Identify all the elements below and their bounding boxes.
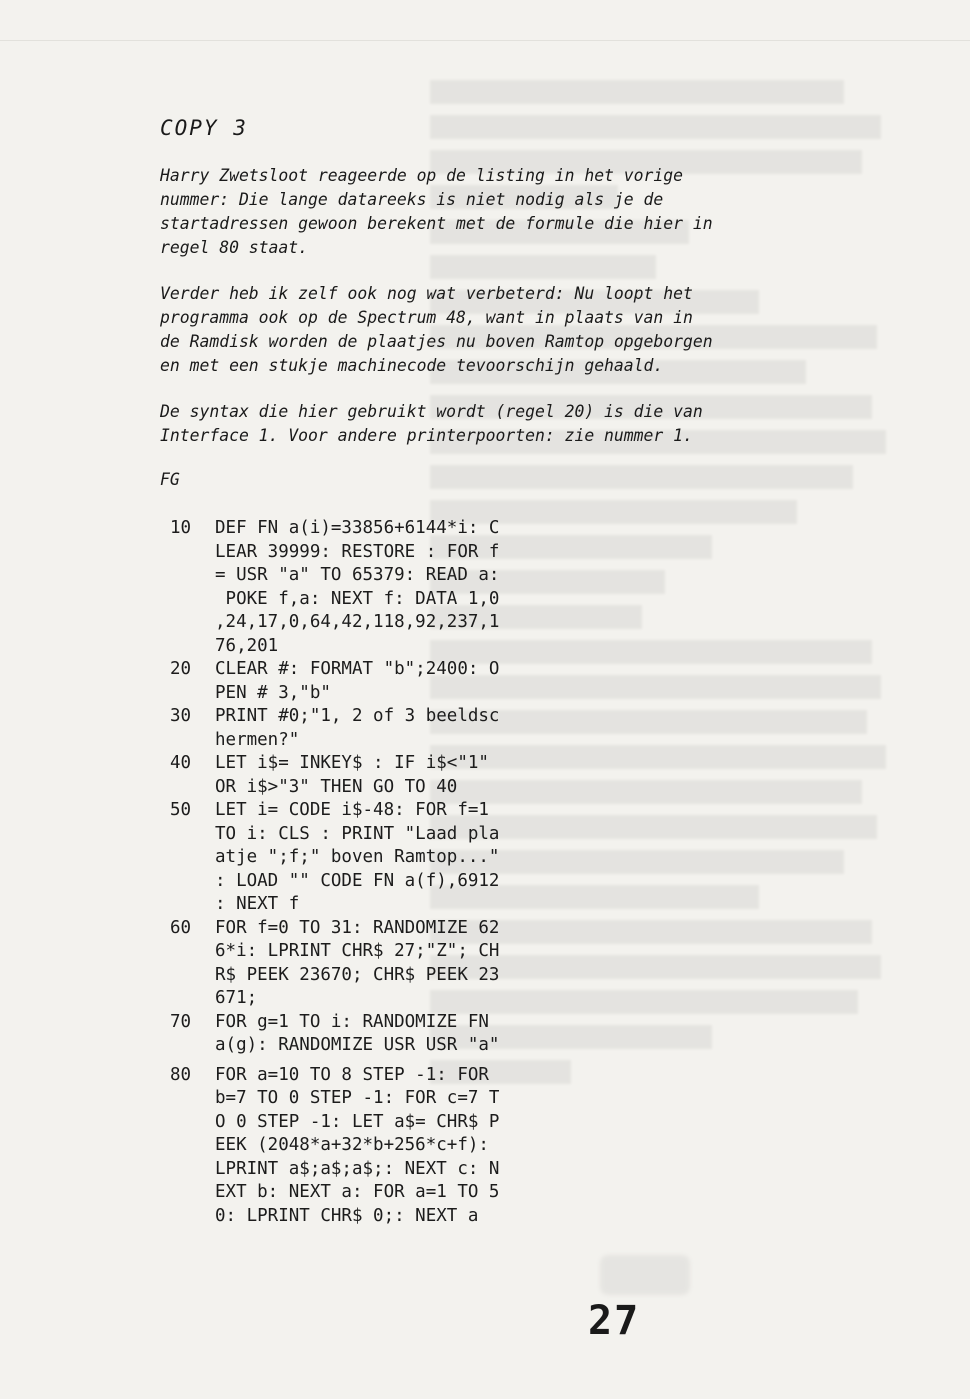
code-text: CLEAR #: FORMAT "b";2400: O: [215, 659, 500, 679]
code-text: 76,201: [215, 635, 279, 656]
code-text: hermen?": [215, 729, 300, 750]
code-text: LPRINT a$;a$;a$;: NEXT c: N: [215, 1158, 500, 1179]
listing-line-60: [170, 917, 630, 1011]
line-number: 40: [170, 753, 192, 773]
code-text: FOR g=1 TO i: RANDOMIZE FN: [215, 1011, 489, 1032]
code-text: TO i: CLS : PRINT "Laad pla: [215, 823, 500, 844]
author-initials: FG: [160, 470, 180, 489]
code-text: : NEXT f: [215, 894, 300, 914]
paragraph-line: De syntax die hier gebruikt wordt (regel 20) is die van: [160, 402, 703, 421]
code-text: OR i$>"3" THEN GO TO 40: [215, 776, 458, 797]
show-through-page-number: [600, 1255, 690, 1295]
listing-line-40: [170, 752, 630, 799]
code-text: b=7 TO 0 STEP -1: FOR c=7 T: [215, 1088, 500, 1108]
code-text: 0: LPRINT CHR$ 0;: NEXT a: [215, 1205, 479, 1226]
line-number: 70: [170, 1011, 192, 1032]
code-text: a(g): RANDOMIZE USR USR "a": [215, 1035, 500, 1055]
code-text: DEF FN a(i)=33856+6144*i: C: [215, 518, 500, 538]
code-text: = USR "a" TO 65379: READ a:: [215, 565, 500, 585]
code-text: atje ";f;" boven Ramtop...": [215, 847, 500, 867]
code-text: O 0 STEP -1: LET a$= CHR$ P: [215, 1111, 500, 1132]
code-text: LEAR 39999: RESTORE : FOR f: [215, 541, 500, 562]
paragraph-line: regel 80 staat.: [160, 238, 309, 257]
paragraph-1: [160, 164, 850, 260]
line-code: [215, 799, 630, 917]
code-text: POKE f,a: NEXT f: DATA 1,0: [215, 588, 500, 609]
line-code: [215, 517, 630, 658]
code-text: LET i= CODE i$-48: FOR f=1: [215, 800, 489, 820]
code-text: FOR a=10 TO 8 STEP -1: FOR: [215, 1064, 489, 1085]
paragraph-line: de Ramdisk worden de plaatjes nu boven Ramtop opgeborgen: [160, 332, 713, 351]
listing-line-50: [170, 799, 630, 917]
paragraph-line: Verder heb ik zelf ook nog wat verbeterd: Nu loopt het: [160, 284, 693, 303]
code-text: FOR f=0 TO 31: RANDOMIZE 62: [215, 917, 500, 938]
paragraph-line: nummer: Die lange datareeks is niet nodig als je de: [160, 190, 664, 209]
listing-line-70: [170, 1011, 630, 1058]
paragraph-line: en met een stukje machinecode tevoorschijn gehaald.: [160, 356, 664, 375]
listing-line-80: [170, 1064, 630, 1229]
page-top-edge: [0, 0, 970, 41]
line-number: 80: [170, 1064, 192, 1085]
code-text: EEK (2048*a+32*b+256*c+f):: [215, 1135, 489, 1155]
paragraph-line: startadressen gewoon berekent met de formule die hier in: [160, 214, 713, 233]
line-number: 50: [170, 800, 192, 820]
code-text: LET i$= INKEY$ : IF i$<"1": [215, 753, 489, 773]
code-text: ,24,17,0,64,42,118,92,237,1: [215, 612, 500, 632]
page-number: 27: [588, 1298, 641, 1344]
paragraph-2: [160, 282, 850, 378]
line-number: 30: [170, 706, 192, 726]
line-code: [215, 1064, 630, 1229]
line-number: 60: [170, 917, 192, 938]
line-number: 20: [170, 659, 192, 679]
code-text: PRINT #0;"1, 2 of 3 beeldsc: [215, 706, 500, 726]
code-text: 6*i: LPRINT CHR$ 27;"Z"; CH: [215, 941, 500, 961]
code-text: PEN # 3,"b": [215, 682, 331, 703]
code-text: : LOAD "" CODE FN a(f),6912: [215, 870, 500, 891]
paragraph-line: Harry Zwetsloot reageerde op de listing in het vorige: [160, 166, 684, 185]
code-text: EXT b: NEXT a: FOR a=1 TO 5: [215, 1182, 500, 1202]
basic-listing: [170, 517, 630, 1228]
line-number: 10: [170, 518, 192, 538]
line-code: [215, 658, 630, 705]
paragraph-line: Interface 1. Voor andere printerpoorten: zie nummer 1.: [160, 426, 693, 445]
paragraph-3: [160, 400, 850, 448]
listing-line-20: [170, 658, 630, 705]
code-text: 671;: [215, 988, 258, 1008]
line-code: [215, 752, 630, 799]
line-code: [215, 917, 630, 1011]
article-heading: COPY 3: [160, 116, 248, 140]
line-code: [215, 1011, 630, 1058]
paragraph-line: programma ook op de Spectrum 48, want in plaats van in: [160, 308, 693, 327]
code-text: R$ PEEK 23670; CHR$ PEEK 23: [215, 964, 500, 985]
listing-line-10: [170, 517, 630, 658]
listing-line-30: [170, 705, 630, 752]
line-code: [215, 705, 630, 752]
